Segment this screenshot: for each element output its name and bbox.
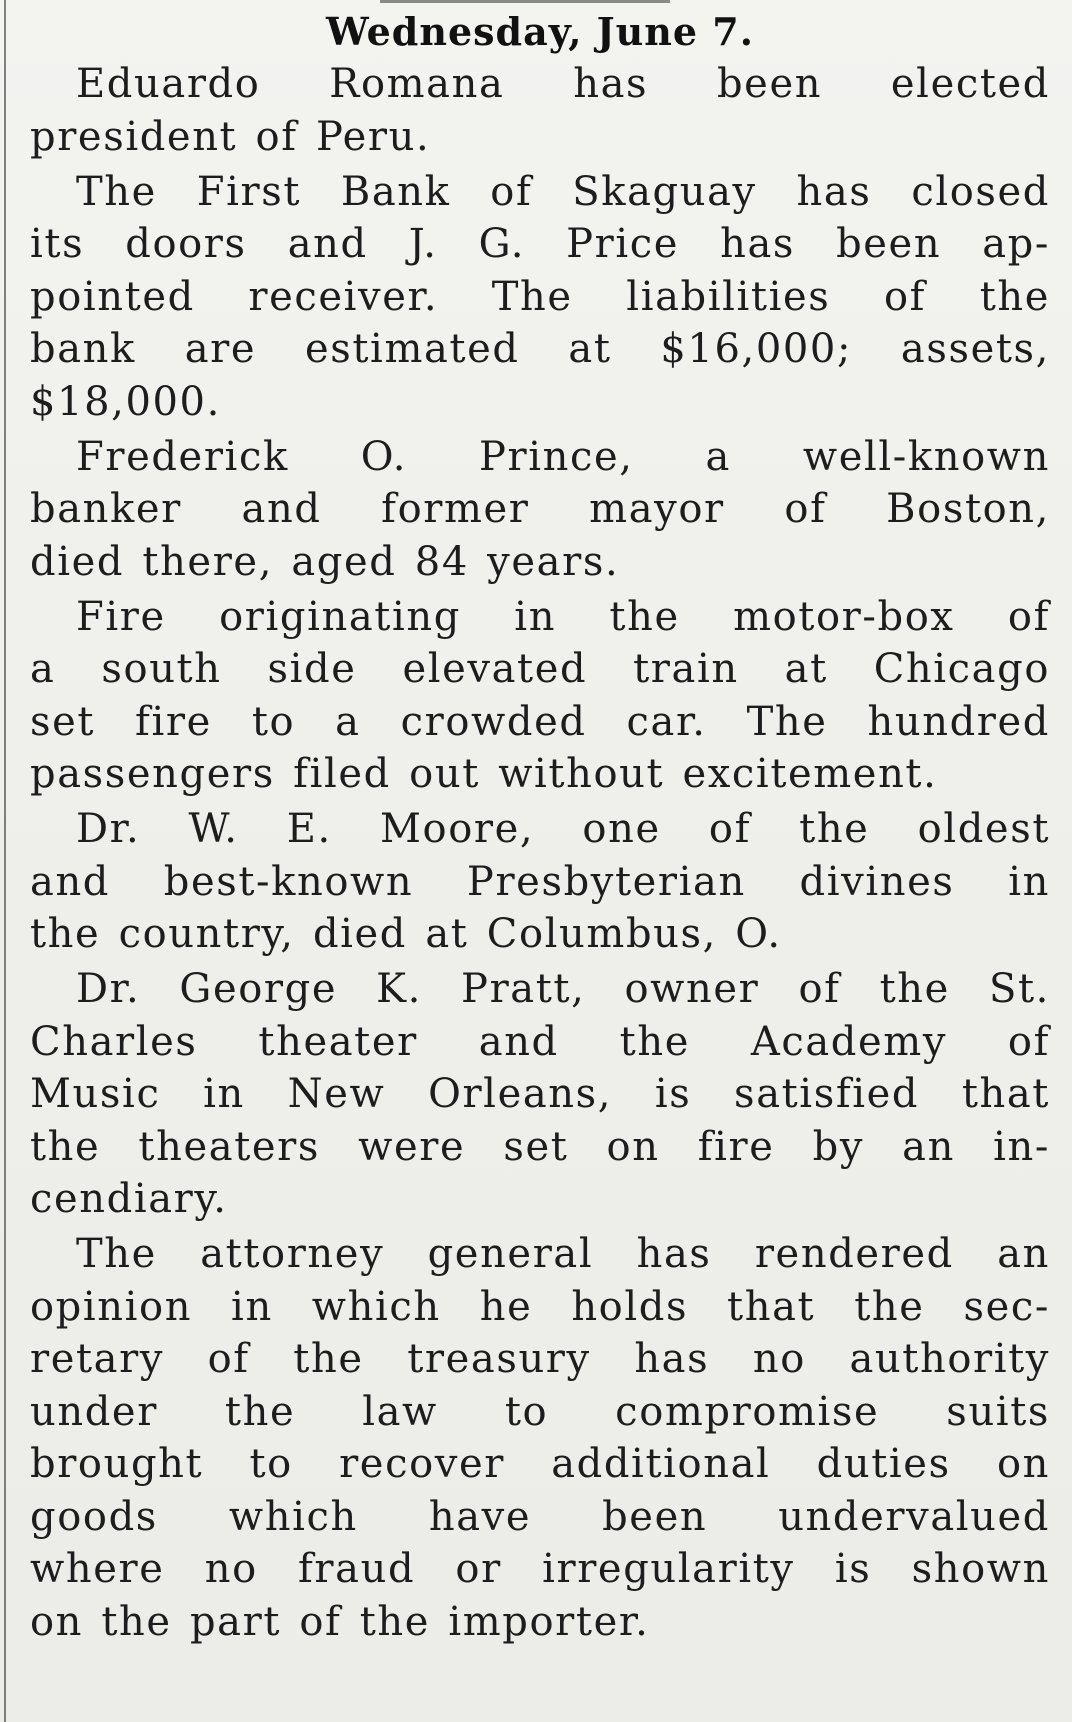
news-item-moore-obituary bbox=[30, 803, 1050, 961]
text-line: under the law to compromise suits bbox=[30, 1388, 1050, 1435]
text-line: Eduardo Romana has been elected bbox=[76, 61, 1050, 107]
text-line: The First Bank of Skaguay has closed bbox=[76, 168, 1050, 215]
text-line: where no fraud or irregularity is shown bbox=[30, 1546, 1050, 1592]
text-line: Music in New Orleans, is satisfied that bbox=[30, 1071, 1050, 1117]
news-column bbox=[30, 6, 1050, 1648]
text-line: Dr. W. E. Moore, one of the oldest bbox=[76, 806, 1050, 852]
text-line: passengers filed out without excitement. bbox=[30, 751, 938, 797]
news-item-peru bbox=[30, 58, 1050, 163]
text-line: retary of the treasury has no authority bbox=[30, 1336, 1050, 1382]
text-line: cendiary. bbox=[30, 1176, 228, 1222]
text-line: The attorney general has rendered an bbox=[76, 1231, 1050, 1277]
news-item-skaguay-bank bbox=[30, 166, 1050, 429]
text-line: and best-known Presbyterian divines in bbox=[30, 858, 1050, 905]
text-line: Charles theater and the Academy of bbox=[30, 1018, 1050, 1065]
text-line: bank are estimated at $16,000; assets, bbox=[30, 326, 1050, 372]
text-line: banker and former mayor of Boston, bbox=[30, 486, 1050, 532]
text-line: the country, died at Columbus, O. bbox=[30, 911, 782, 957]
text-line: Dr. George K. Pratt, owner of the St. bbox=[76, 966, 1050, 1012]
text-line: president of Peru. bbox=[30, 113, 431, 160]
text-line: set fire to a crowded car. The hundred bbox=[30, 698, 1050, 745]
news-item-new-orleans-theaters bbox=[30, 963, 1050, 1226]
news-item-attorney-general bbox=[30, 1228, 1050, 1648]
column-rule bbox=[4, 0, 6, 1722]
text-line: its doors and J. G. Price has been ap- bbox=[30, 221, 1050, 267]
dateline-heading: Wednesday, June 7. bbox=[326, 9, 754, 54]
news-item-chicago-fire bbox=[30, 591, 1050, 801]
text-line: on the part of the importer. bbox=[30, 1598, 650, 1645]
text-line: the theaters were set on fire by an in- bbox=[30, 1123, 1050, 1170]
header-rule bbox=[380, 0, 670, 3]
text-line: Fire originating in the motor-box of bbox=[76, 593, 1050, 640]
text-line: pointed receiver. The liabilities of the bbox=[30, 273, 1050, 320]
text-line: a south side elevated train at Chicago bbox=[30, 646, 1050, 692]
text-line: goods which have been undervalued bbox=[30, 1493, 1050, 1540]
news-item-prince-obituary bbox=[30, 431, 1050, 589]
text-line: Frederick O. Prince, a well-known bbox=[76, 433, 1050, 480]
text-line: died there, aged 84 years. bbox=[30, 538, 620, 585]
text-line: $18,000. bbox=[30, 378, 221, 425]
text-line: brought to recover additional duties on bbox=[30, 1441, 1050, 1487]
text-line: opinion in which he holds that the sec- bbox=[30, 1283, 1050, 1330]
